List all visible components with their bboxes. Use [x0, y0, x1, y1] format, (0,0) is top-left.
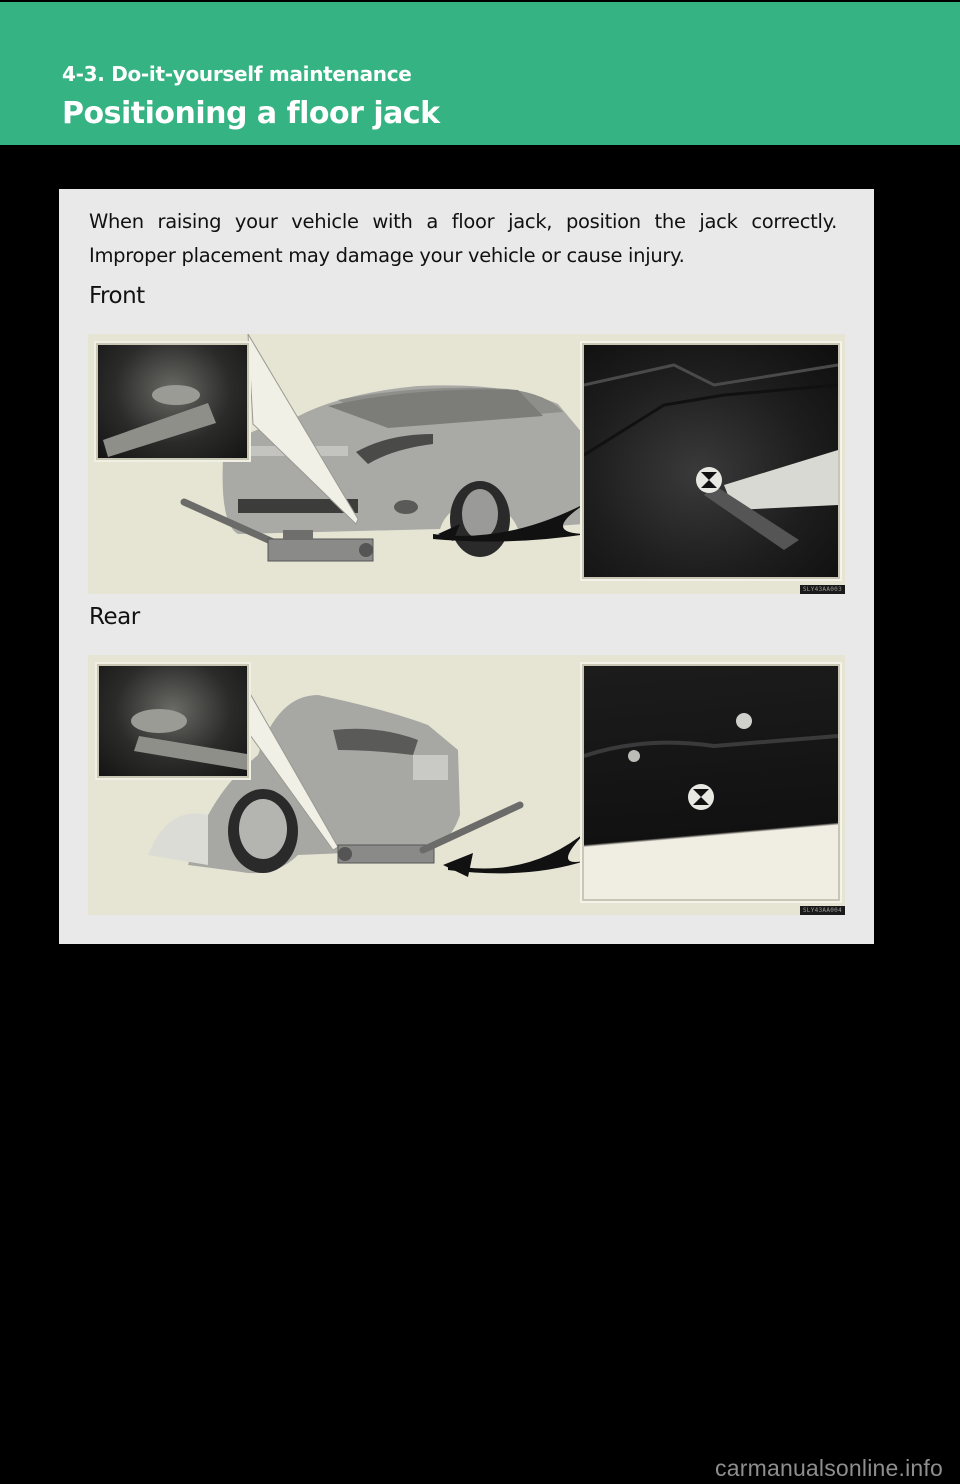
- jack-saddle-icon: [99, 666, 247, 776]
- front-illustration: [88, 334, 845, 594]
- section-label: 4-3. Do-it-yourself maintenance: [62, 62, 412, 86]
- rear-jack-point-photo: [582, 664, 840, 901]
- jack-saddle-icon: [98, 345, 247, 458]
- section-header: [0, 2, 960, 145]
- rear-illustration: [88, 655, 845, 915]
- front-jack-point-photo: [582, 343, 840, 579]
- rear-jack-saddle-inset: [97, 664, 249, 778]
- front-figure-code: SLY43AA003: [800, 585, 845, 594]
- intro-text: When raising your vehicle with a floor jack, position the jack correctly. Improper placement may damage your vehicle or cause injury.: [89, 210, 837, 267]
- content-box: [59, 189, 874, 944]
- front-jack-saddle-inset: [96, 343, 249, 460]
- rear-label: Rear: [89, 604, 140, 630]
- front-jack-point-drawing: [584, 345, 838, 577]
- rear-figure-code: SLY43AA004: [800, 906, 845, 915]
- page-title: Positioning a floor jack: [62, 96, 440, 131]
- front-label: Front: [89, 283, 145, 309]
- rear-jack-point-drawing: [584, 666, 838, 899]
- watermark: carmanualsonline.info: [715, 1455, 943, 1481]
